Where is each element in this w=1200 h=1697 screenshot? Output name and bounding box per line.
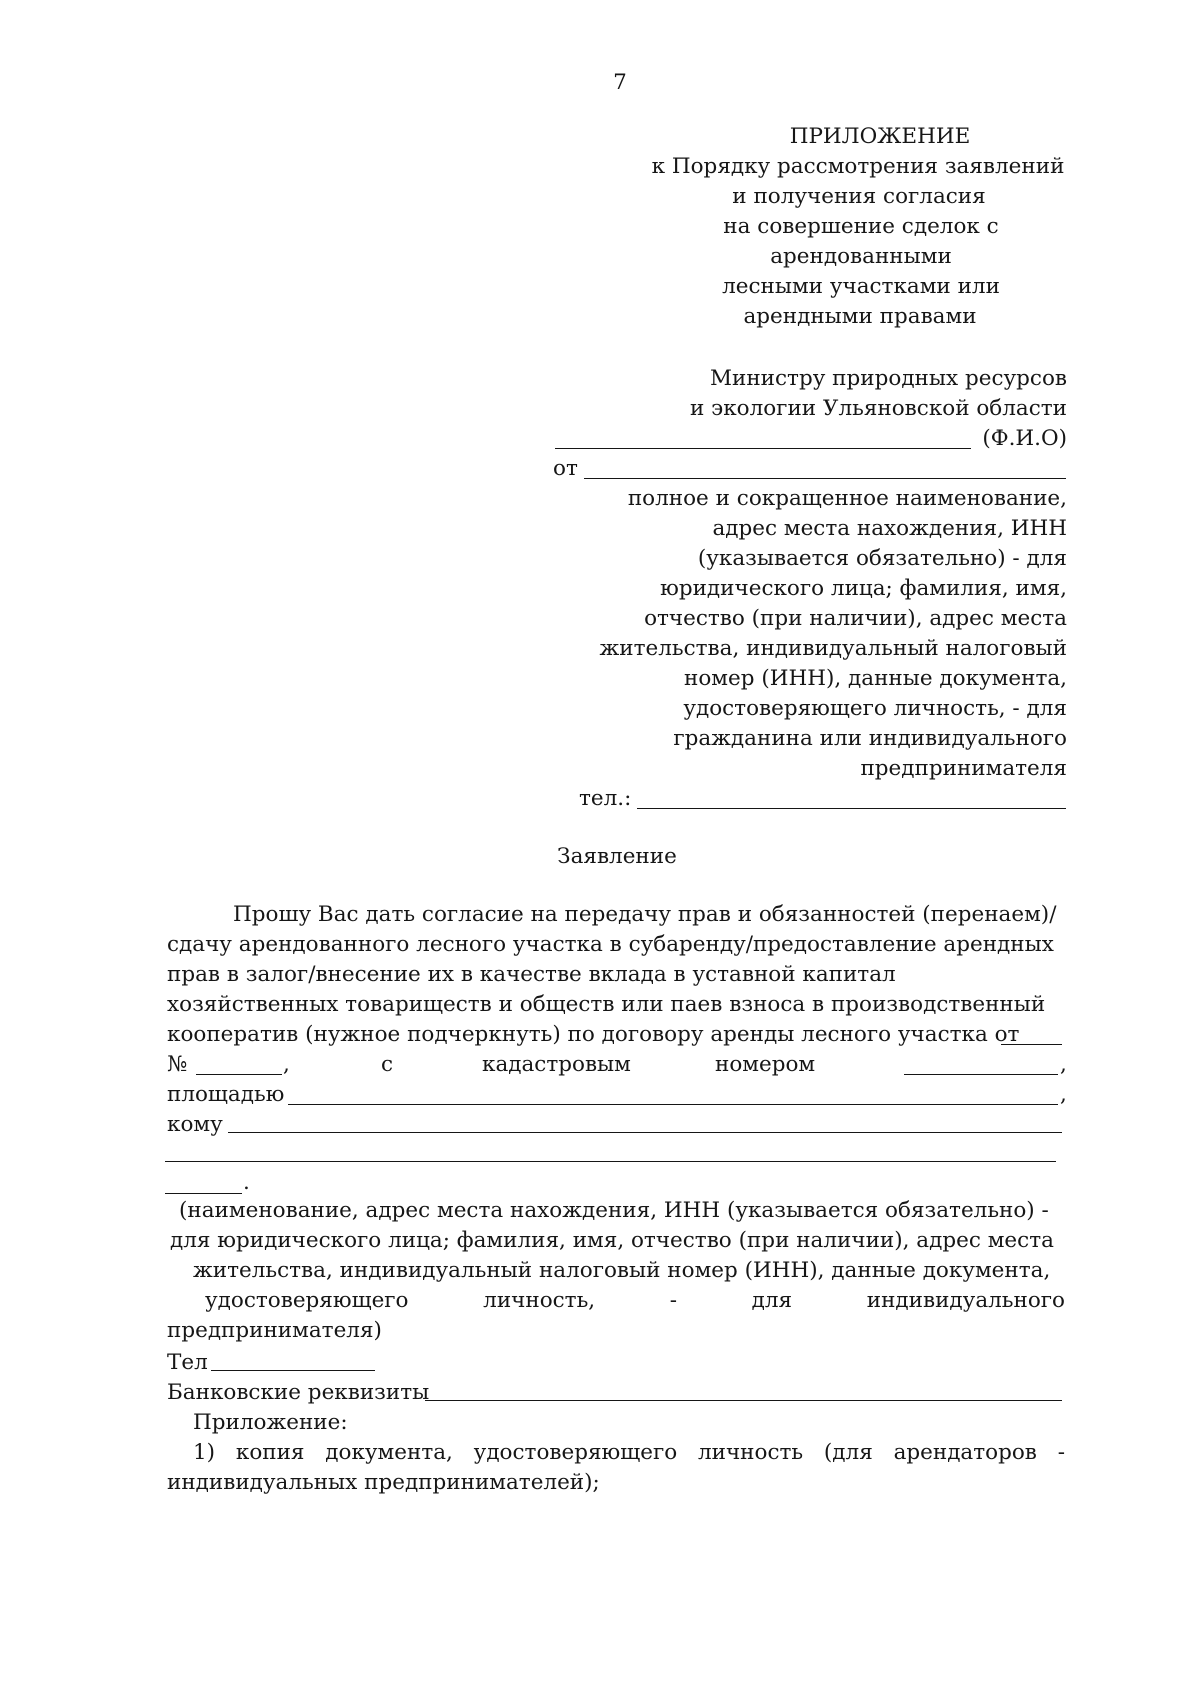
word: для	[751, 1288, 793, 1313]
applicant-desc-line: адрес места нахождения, ИНН	[712, 516, 1067, 541]
area-blank	[288, 1104, 1058, 1105]
recipient-desc-line: для юридического лица; фамилия, имя, отчество (при наличии), адрес места	[170, 1228, 1054, 1253]
comma: ,	[283, 1052, 290, 1077]
applicant-desc-line: номер (ИНН), данные документа,	[684, 666, 1067, 691]
statement-body-line: прав в залог/внесение их в качестве вклада в уставной капитал	[167, 962, 896, 987]
applicant-desc-line: гражданина или индивидуального	[673, 726, 1067, 751]
area-label: площадью	[167, 1082, 285, 1107]
attachment-title: Приложение:	[193, 1410, 348, 1435]
recipient-blank-2	[165, 1161, 1056, 1162]
appendix-line: на совершение сделок с	[723, 214, 999, 239]
comma: ,	[1060, 1052, 1067, 1077]
comma: ,	[1060, 1082, 1067, 1107]
fio-blank	[555, 448, 971, 449]
word: 1)	[193, 1440, 216, 1465]
recipient-desc-line: предпринимателя)	[167, 1318, 382, 1343]
statement-body-line: хозяйственных товариществ и обществ или паев взноса в производственный	[167, 992, 1046, 1017]
word: копия	[235, 1440, 305, 1465]
attachment-item-1-cont: индивидуальных предпринимателей);	[167, 1470, 600, 1495]
page-number: 7	[613, 70, 627, 95]
recipient-label: кому	[167, 1112, 223, 1137]
appendix-line: лесными участками или	[722, 274, 1000, 299]
applicant-desc-line: юридического лица; фамилия, имя,	[660, 576, 1067, 601]
appendix-line: к Порядку рассмотрения заявлений	[651, 154, 1065, 179]
applicant-desc-line: удостоверяющего личность, - для	[683, 696, 1067, 721]
recipient-blank	[228, 1132, 1062, 1133]
statement-title: Заявление	[557, 844, 677, 869]
word: личность,	[483, 1288, 596, 1313]
applicant-desc-line: полное и сокращенное наименование,	[627, 486, 1067, 511]
word: индивидуального	[866, 1288, 1065, 1313]
recipient-tel-label: Тел	[167, 1350, 208, 1375]
word-number: номером	[715, 1052, 816, 1077]
word: документа,	[325, 1440, 453, 1465]
contract-number-blank	[196, 1074, 282, 1075]
appendix-line: арендными правами	[743, 304, 977, 329]
bank-details-label: Банковские реквизиты	[167, 1380, 430, 1405]
word: -	[1057, 1440, 1065, 1465]
word: -	[669, 1288, 678, 1313]
from-blank	[584, 478, 1066, 479]
word-with: с	[381, 1052, 394, 1077]
contract-date-blank	[1001, 1044, 1062, 1045]
bank-details-blank	[425, 1400, 1062, 1401]
end-dot: .	[243, 1170, 250, 1195]
applicant-desc-line: (указывается обязательно) - для	[697, 546, 1067, 571]
statement-body-line: сдачу арендованного лесного участка в субаренду/предоставление арендных	[167, 932, 1054, 957]
recipient-desc-justified-line	[205, 1290, 1065, 1312]
word-cadastral: кадастровым	[482, 1052, 631, 1077]
appendix-title: ПРИЛОЖЕНИЕ	[789, 124, 971, 149]
attachment-item-1	[193, 1442, 1065, 1464]
number-sign: №	[167, 1052, 188, 1077]
word: личность	[697, 1440, 804, 1465]
recipient-blank-3	[165, 1193, 242, 1194]
word: удостоверяющего	[473, 1440, 678, 1465]
word: арендаторов	[893, 1440, 1037, 1465]
fio-label: (Ф.И.О)	[982, 426, 1067, 451]
statement-body-line: Прошу Вас дать согласие на передачу прав и обязанностей (перенаем)/	[233, 902, 1057, 927]
word: (для	[823, 1440, 873, 1465]
applicant-desc-line: жительства, индивидуальный налоговый	[599, 636, 1067, 661]
cadastral-number-blank	[904, 1074, 1058, 1075]
applicant-desc-line: предпринимателя	[860, 756, 1067, 781]
tel-blank	[637, 808, 1066, 809]
from-label: от	[553, 456, 578, 481]
recipient-tel-blank	[211, 1370, 375, 1371]
tel-label: тел.:	[579, 786, 632, 811]
appendix-line: и получения согласия	[732, 184, 986, 209]
recipient-desc-line: (наименование, адрес места нахождения, ИНН (указывается обязательно) -	[179, 1198, 1049, 1223]
addressee-line: и экологии Ульяновской области	[689, 396, 1067, 421]
recipient-desc-line: жительства, индивидуальный налоговый номер (ИНН), данные документа,	[193, 1258, 1051, 1283]
word: удостоверяющего	[205, 1288, 409, 1313]
addressee-line: Министру природных ресурсов	[710, 366, 1067, 391]
appendix-line: арендованными	[770, 244, 952, 269]
applicant-desc-line: отчество (при наличии), адрес места	[644, 606, 1067, 631]
statement-body-line: кооператив (нужное подчеркнуть) по договору аренды лесного участка от	[167, 1022, 1020, 1047]
